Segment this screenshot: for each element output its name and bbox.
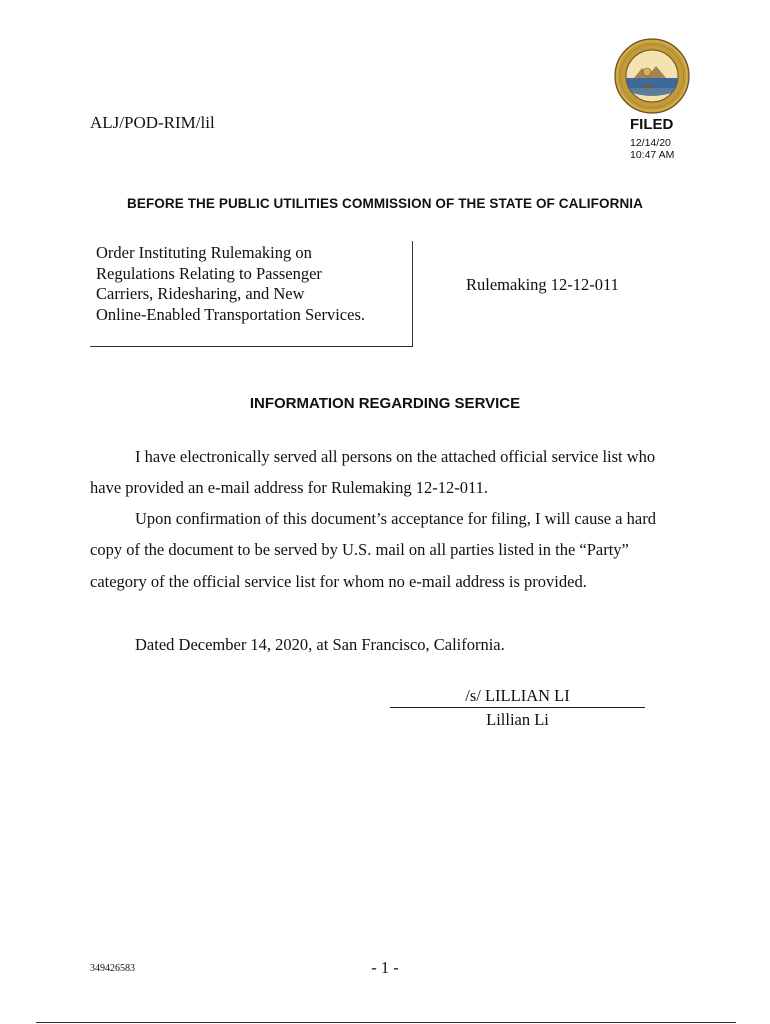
caption-line: Order Instituting Rulemaking on (96, 243, 312, 262)
proceeding-number: Rulemaking 12-12-011 (466, 275, 619, 294)
signature-line: /s/ LILLIAN LI (390, 686, 645, 708)
filed-date: 12/14/20 (630, 137, 671, 149)
page-bottom-rule (36, 1022, 736, 1023)
document-heading: INFORMATION REGARDING SERVICE (249, 395, 521, 412)
caption-title (96, 243, 406, 325)
filed-stamp (630, 137, 674, 161)
caption-line: Carriers, Ridesharing, and New (96, 284, 305, 303)
body-paragraph: I have electronically served all persons on the attached official service list who have provided an e-mail address for Rulemaking 12-12-011. (90, 447, 656, 498)
document-number: 349426583 (90, 963, 135, 974)
caption-divider-vertical (412, 241, 413, 347)
dated-line: Dated December 14, 2020, at San Francisco, California. (135, 635, 505, 654)
docket-code: ALJ/POD-RIM/lil (90, 113, 215, 132)
body-paragraph: Upon confirmation of this document’s acceptance for filing, I will cause a hard copy of the document to be served by U.S. mail on all parties listed in the “Party” category of the official service list for whom no e-mail address is provided. (90, 509, 656, 591)
caption-divider-horizontal (90, 346, 413, 347)
page-number: - 1 - (371, 958, 399, 977)
filed-label: FILED (630, 116, 674, 133)
caption-line: Regulations Relating to Passenger (96, 263, 322, 283)
seal-icon (614, 38, 690, 114)
commission-seal (614, 38, 690, 114)
commission-title: BEFORE THE PUBLIC UTILITIES COMMISSION OF THE STATE OF CALIFORNIA (127, 196, 643, 211)
signer-name: Lillian Li (486, 710, 549, 729)
caption-line: Online-Enabled Transportation Services. (96, 304, 365, 324)
filed-time: 10:47 AM (630, 149, 675, 161)
